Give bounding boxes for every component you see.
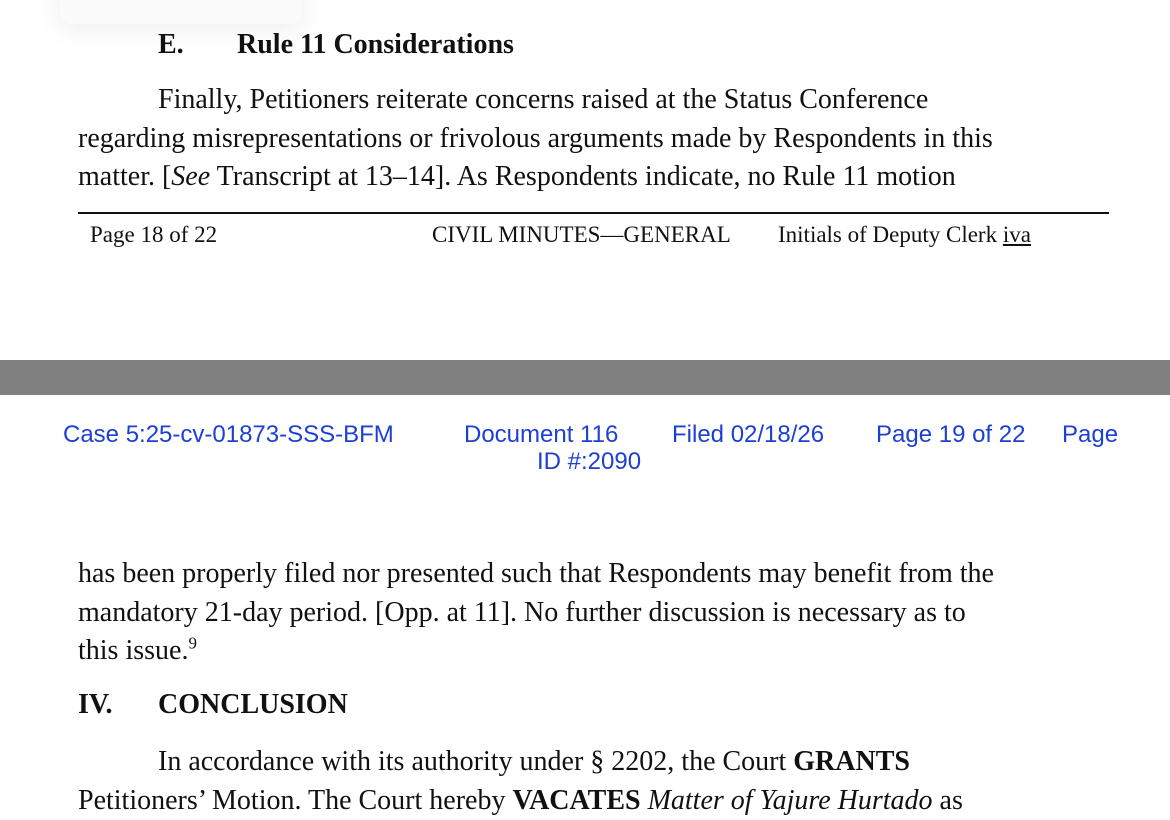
clerk-initials-value: iva [1003, 222, 1031, 247]
continued-paragraph [78, 555, 994, 671]
paragraph-line: mandatory 21-day period. [Opp. at 11]. No further discussion is necessary as to [78, 594, 994, 633]
section-number: E. [158, 29, 237, 61]
document-number: Document 116 [464, 422, 618, 448]
section-title: Rule 11 Considerations [237, 29, 514, 60]
paragraph-line: In accordance with its authority under § 2202, the Court GRANTS [78, 743, 963, 782]
section-heading-e [158, 29, 514, 61]
document-page-18 [0, 0, 1170, 360]
footer-page-number: Page 18 of 22 [90, 222, 217, 248]
page-of-total: Page 19 of 22 [876, 422, 1025, 448]
page-id-label: Page [1062, 422, 1118, 448]
paragraph-line: Finally, Petitioners reiterate concerns raised at the Status Conference [78, 81, 993, 120]
page-separator [0, 360, 1170, 395]
footer-clerk-initials: Initials of Deputy Clerk iva [778, 222, 1031, 248]
footnote-reference[interactable]: 9 [188, 634, 197, 653]
case-citation: Matter of Yajure Hurtado [641, 785, 933, 816]
citation-signal: See [171, 161, 210, 192]
footer-divider [78, 212, 1109, 214]
grants-term: GRANTS [793, 746, 910, 777]
conclusion-paragraph [78, 743, 963, 820]
paragraph-line: this issue.$^9$ [78, 632, 994, 671]
vacates-term: VACATES [512, 785, 640, 816]
section-heading-iv [78, 689, 348, 721]
paragraph-line: Petitioners’ Motion. The Court hereby VACATES Matter of Yajure Hurtado as [78, 782, 963, 820]
section-title: CONCLUSION [158, 689, 348, 720]
section-number: IV. [78, 689, 158, 721]
rule-11-paragraph [78, 81, 993, 197]
page-id: ID #:2090 [537, 449, 641, 475]
case-number: Case 5:25-cv-01873-SSS-BFM [63, 422, 394, 448]
footer-title: CIVIL MINUTES—GENERAL [432, 222, 731, 248]
filed-date: Filed 02/18/26 [672, 422, 824, 448]
floating-overlay-panel [60, 0, 302, 24]
paragraph-line: regarding misrepresentations or frivolous arguments made by Respondents in this [78, 120, 993, 159]
paragraph-line: matter. [See Transcript at 13–14]. As Respondents indicate, no Rule 11 motion [78, 158, 993, 197]
paragraph-line: has been properly filed nor presented such that Respondents may benefit from the [78, 555, 994, 594]
